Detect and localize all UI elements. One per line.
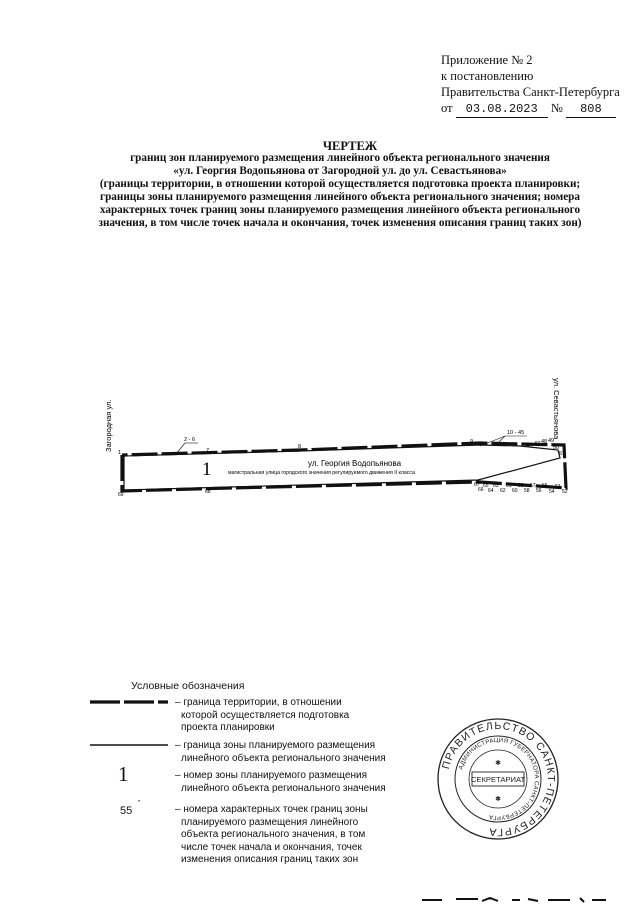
- appendix-line-2: к постановлению: [441, 69, 534, 83]
- street-name: ул. Георгия Водопьянова: [308, 459, 402, 468]
- legend-title: Условные обозначения: [131, 680, 245, 692]
- page-title: ЧЕРТЕЖ: [322, 139, 378, 153]
- legend-text: – номера характерных точек границ зоны: [175, 804, 368, 815]
- seal-star-icon: ✱: [495, 760, 501, 767]
- seal-star-icon: ✱: [495, 796, 501, 803]
- date-prefix: от: [441, 101, 453, 115]
- legend-text: линейного объекта регионального значения: [181, 782, 386, 794]
- point-label: 63: [493, 483, 499, 489]
- legend-item-territory: [175, 697, 435, 735]
- point-label: 1: [118, 450, 122, 456]
- point-label: 46: [526, 443, 533, 449]
- number-prefix: №: [550, 101, 563, 115]
- point-label: 62: [500, 488, 506, 494]
- point-label: 56: [536, 488, 542, 494]
- legend-item-zone: [175, 740, 435, 765]
- legend-item-point-numbers: [175, 804, 435, 867]
- point-marker: •: [138, 799, 141, 805]
- official-seal: [436, 717, 560, 841]
- title-description: [40, 152, 640, 230]
- point-label: 2 - 6: [184, 437, 196, 443]
- point-label: 49: [548, 438, 555, 444]
- point-label: 8: [298, 444, 302, 450]
- legend-text: изменения описания границ таких зон: [181, 854, 359, 865]
- legend-symbol-point-number: 55: [120, 805, 133, 817]
- point-label: 10 - 45: [507, 430, 525, 436]
- document-number: 808: [566, 101, 616, 118]
- title-line: значения, в том числе точек начала и окончания, точек изменения описания границ таких зон): [98, 217, 582, 229]
- legend-symbol-zone-number: 1: [118, 762, 129, 786]
- street-label-right: ул. Севастьянова: [552, 378, 561, 440]
- legend-text: – граница зоны планируемого размещения: [175, 740, 376, 751]
- zone-number: 1: [202, 459, 212, 480]
- point-label: 48: [541, 439, 548, 445]
- legend-text: проекта планировки: [181, 722, 275, 733]
- appendix-date-line: [441, 100, 620, 118]
- point-label: 69: [118, 492, 124, 498]
- point-label: 60: [512, 488, 518, 494]
- point-label: 55: [542, 483, 548, 489]
- point-label: 9: [470, 439, 474, 445]
- street-class: магистральная улица городского значения регулируемого движения II класса: [228, 470, 415, 476]
- title-line: границы зоны планируемого размещения линейного объекта регионального значения; номера: [99, 191, 581, 203]
- point-label: 50: [553, 445, 560, 451]
- legend-text: которой осуществляется подготовка: [181, 709, 350, 721]
- title-line: границ зон планируемого размещения линейного объекта регионального значения: [130, 152, 550, 164]
- legend-text: – граница территории, в отношении: [175, 697, 342, 708]
- signature-scribble: [420, 895, 610, 904]
- legend-text: линейного объекта регионального значения: [181, 752, 386, 764]
- point-label: 51: [559, 451, 566, 457]
- point-label: 7: [206, 448, 210, 454]
- seal-inner-text: АДМИНИСТРАЦИЯ ГУБЕРНАТОРА САНКТ-ПЕТЕРБУРГА: [458, 737, 540, 821]
- title-line: характерных точек границ зоны планируемого размещения линейного объекта регионального: [99, 204, 581, 216]
- point-label: 67: [474, 482, 480, 488]
- point-label: 64: [488, 488, 494, 494]
- point-label: 58: [524, 488, 530, 494]
- legend-symbol-zone: [90, 740, 168, 750]
- street-label-left: Загородная ул.: [104, 399, 113, 452]
- legend-symbol-territory: [90, 696, 168, 708]
- legend-text: объекта регионального значения, в том: [181, 829, 366, 840]
- point-label: 66: [478, 487, 484, 493]
- point-label: 61: [506, 483, 512, 489]
- legend-item-zone-number: [175, 770, 435, 795]
- point-label: 54: [549, 489, 555, 495]
- appendix-line-1: Приложение № 2: [441, 53, 533, 67]
- title-line: «ул. Георгия Водопьянова от Загородной ул. до ул. Севастьянова»: [173, 165, 507, 177]
- appendix-block: [441, 52, 620, 118]
- appendix-line-3: Правительства Санкт-Петербурга: [441, 85, 620, 99]
- point-label: 53: [555, 484, 561, 490]
- document-date: 03.08.2023: [456, 101, 548, 118]
- legend-text: числе точек начала и окончания, точек: [181, 841, 362, 853]
- point-label: 68: [205, 489, 211, 495]
- point-label: 59: [518, 483, 524, 489]
- boundary-drawing: [0, 370, 640, 510]
- point-label: 47: [534, 441, 541, 447]
- seal-outer-text: ПРАВИТЕЛЬСТВО САНКТ-ПЕТЕРБУРГА: [440, 719, 558, 839]
- legend-text: – номер зоны планируемого размещения: [175, 770, 367, 781]
- seal-center-text: СЕКРЕТАРИАТ: [470, 775, 526, 784]
- point-label: 52: [562, 489, 568, 495]
- point-label: 57: [530, 483, 536, 489]
- legend-text: планируемого размещения линейного: [181, 816, 359, 828]
- point-label: 65: [483, 483, 489, 489]
- title-line: (границы территории, в отношении которой осуществляется подготовка проекта планировки;: [99, 178, 581, 190]
